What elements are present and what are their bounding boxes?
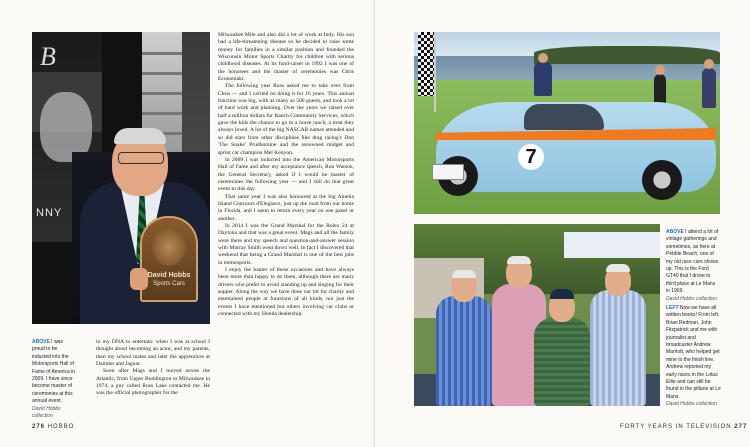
- spectator: [702, 68, 716, 108]
- poster-text: NNY: [36, 207, 63, 219]
- group-photo: [414, 224, 660, 406]
- running-head: HOBBO: [47, 424, 75, 430]
- paragraph: In 2009 I was inducted into the American Motorsports Hall of Fame and after my acceptance speech, Ron Watson, the General Secretary, asked if I would be master of ceremonies the following year — and I still do that great event to this day.: [218, 156, 354, 193]
- display-placard: [432, 164, 464, 180]
- caption-text: I attend a lot of vintage gatherings and sometimes, as here at Pebble Beach, one of my old race cars shows up. This is the Ford GT40 that I drove to third place at Le Mans in 1969.: [666, 229, 719, 295]
- body-column-low: [96, 339, 210, 398]
- wheel: [642, 160, 682, 200]
- hall-of-fame-photo: [32, 32, 210, 324]
- body-column-mid: [218, 32, 354, 318]
- right-folio: [620, 424, 747, 430]
- caption-credit: David Hobbs collection: [666, 295, 717, 302]
- caption-lead: LEFT: [666, 305, 679, 311]
- running-head: FORTY YEARS IN TELEVISION: [620, 424, 732, 430]
- caption-lead: ABOVE: [32, 339, 50, 345]
- page-number: 276: [32, 424, 46, 430]
- awning: [564, 232, 660, 258]
- photo-caption: [32, 339, 76, 420]
- left-folio: [32, 424, 74, 430]
- car-windscreen: [524, 104, 604, 130]
- caption-text: Now we have all written books! From left, Brian Redman, John Fitzpatrick and me with journalist and broadcaster Andrew Marriott, who helped get mine to the finish line. Andrew reported my early races in the Lotus Elite and can still be found in the pitlane at Le Mans.: [666, 305, 721, 400]
- spectator: [534, 62, 552, 96]
- paragraph: Milwaukee Mile and also did a lot of work at Indy. His son had a life-threatening disease so he decided to raise some money for families in a similar position and founded the Wisconsin Motor Sports Charity for children with serious childhood diseases. At its fund-raiser in 1992 I was one of the honorees and the master of ceremonies was Chris Economaki.: [218, 32, 354, 83]
- bronze-plaque: [140, 216, 198, 302]
- spectator: [654, 74, 666, 104]
- caption-text: I was proud to be inducted into the Motorsports Hall of Fame of America in 2009. I have since become master of ceremonies at this annual event.: [32, 339, 76, 405]
- poster-letter: B: [40, 42, 56, 71]
- plaque-relief: [152, 228, 186, 266]
- caption-lead: ABOVE: [666, 229, 684, 235]
- page-number: 277: [734, 424, 748, 430]
- person-andrew-marriott: [590, 290, 646, 406]
- person-david-hobbs: [534, 318, 590, 406]
- paragraph: That same year I was also honoured at the big Amelia Island Concours d'Elegance, just up the road from our home in Florida, and I seem to return every year on one panel or another.: [218, 193, 354, 222]
- gt40-photo: [414, 32, 720, 214]
- caption-credit: David Hobbs collection: [666, 401, 717, 408]
- paragraph: The following year Russ asked me to take over from Chris — and I carried on doing it for 16 years. This annual function was big, with as many as 500 guests, and took a lot of hard work and planning. Over the years we raised over half a million dollars for Ranch Community Services, which gave the kids the chance to go to a horse ranch, a treat they always loved. A lot of the big NASCAR names attended and so did stars from other disciplines like drag racing's Don 'The Snake' Prudhomme and the renowned midget and sprint car champion Mel Kenyon.: [218, 83, 354, 156]
- person-brian-redman: [436, 296, 492, 406]
- glasses: [118, 152, 164, 164]
- paragraph: in my DNA to entertain: when I was at school I thought about becoming an actor, and my parents, then my school mates and later the apprentices at Daimler and Jaguar.: [96, 339, 210, 368]
- plaque-subtitle: Sports Cars: [153, 281, 185, 287]
- photo-caption-above: [666, 229, 720, 303]
- caption-credit: David Hobbs collection: [32, 405, 61, 420]
- plaque-name: David Hobbs: [147, 272, 191, 279]
- car-number: 7: [518, 144, 544, 170]
- paragraph: In 2014 I was the Grand Marshal for the Rolex 24 at Daytona and that was a great event. Mags and all the family were there and my speech and question-and-answer session with Murray Smith went down well. In fact I discovered that weekend that being a Grand Marshal is one of the best jobs in motorsports.: [218, 222, 354, 266]
- paragraph: Soon after Mags and I moved across the Atlantic, from Upper Boddington to Milwaukee in 1974, a guy called Russ Lake contacted me. He was the official photographer for the: [96, 368, 210, 397]
- paragraph: I enjoy the banter of these occasions and have always been more than happy to do them, although there are many drivers who prefer to avoid standing up and singing for their supper. Along the way we have done our bit for charity and entertained people at functions of all kinds, not just the events I have mentioned but others involving car clubs or connected with my Honda dealership.: [218, 267, 354, 318]
- photo-caption-left: [666, 305, 722, 409]
